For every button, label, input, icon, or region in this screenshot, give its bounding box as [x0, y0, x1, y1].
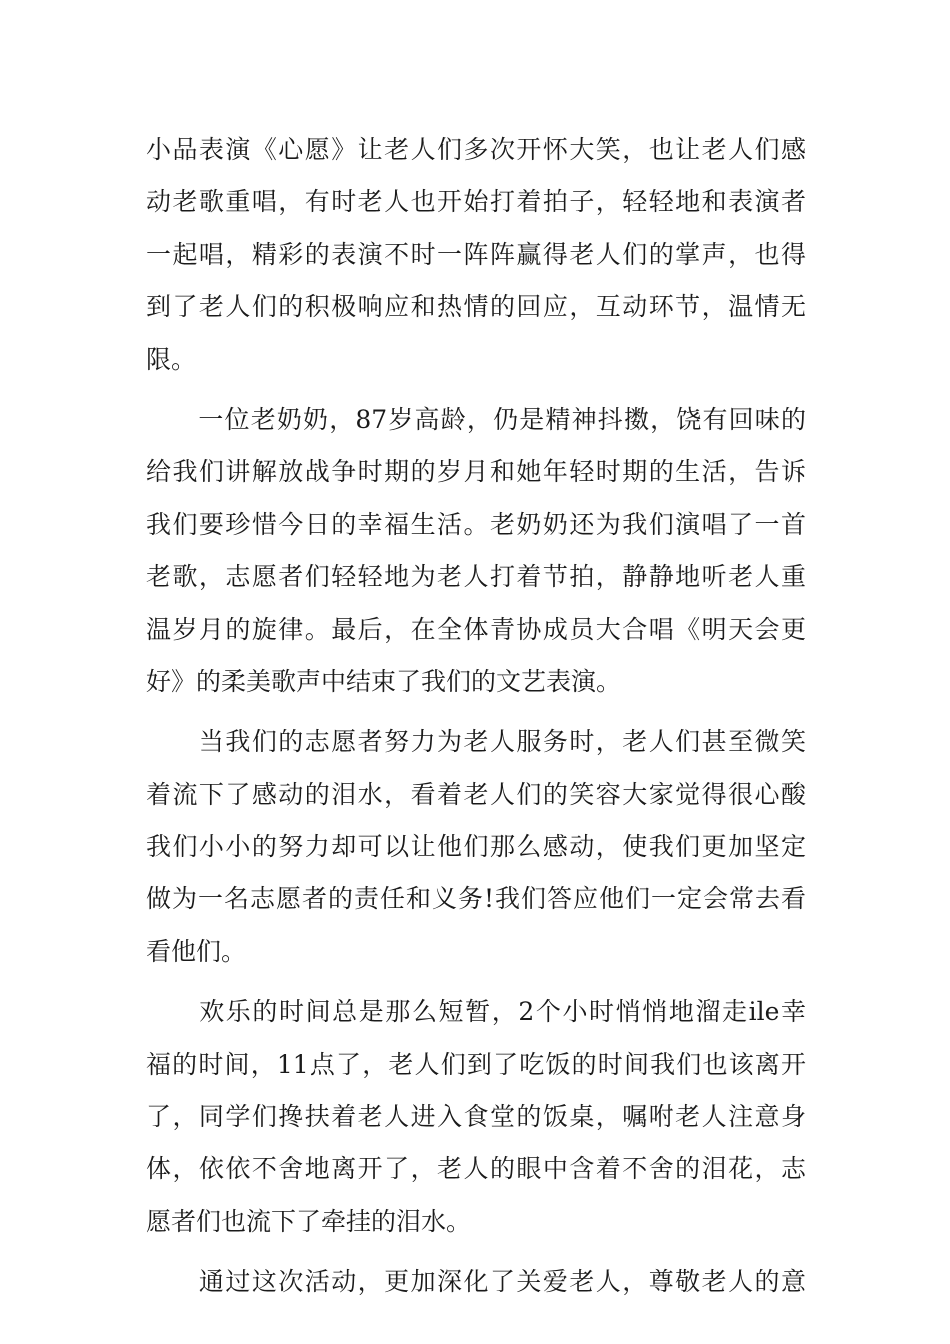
text-line: 体，依依不舍地离开了，老人的眼中含着不舍的泪花，志 — [146, 1154, 806, 1184]
paragraph — [146, 394, 806, 708]
text-line: 一位老奶奶，87岁高龄，仍是精神抖擞，饶有回味的 — [146, 404, 806, 434]
text-line: 我们要珍惜今日的幸福生活。老奶奶还为我们演唱了一首 — [146, 509, 806, 539]
text-line: 欢乐的时间总是那么短暂，2个小时悄悄地溜走ile幸 — [146, 997, 806, 1027]
paragraph — [146, 986, 806, 1248]
text-line: 小品表演《心愿》让老人们多次开怀大笑，也让老人们感 — [146, 135, 806, 164]
text-line: 当我们的志愿者努力为老人服务时，老人们甚至微笑 — [146, 727, 806, 757]
text-line: 动老歌重唱，有时老人也开始打着拍子，轻轻地和表演者 — [146, 187, 806, 217]
text-line: 到了老人们的积极响应和热情的回应，互动环节，温情无 — [146, 292, 806, 322]
text-line: 我们小小的努力却可以让他们那么感动，使我们更加坚定 — [146, 832, 806, 862]
paragraph — [146, 1256, 806, 1308]
text-line: 了，同学们搀扶着老人进入食堂的饭桌，嘱咐老人注意身 — [146, 1102, 806, 1132]
text-line: 好》的柔美歌声中结束了我们的文艺表演。 — [146, 666, 622, 696]
text-line: 福的时间，11点了，老人们到了吃饭的时间我们也该离开 — [146, 1049, 806, 1079]
text-line: 一起唱，精彩的表演不时一阵阵赢得老人们的掌声，也得 — [146, 239, 806, 269]
text-line: 通过这次活动，更加深化了关爱老人，尊敬老人的意 — [146, 1267, 806, 1297]
text-line: 看他们。 — [146, 936, 247, 966]
text-line: 着流下了感动的泪水，看着老人们的笑容大家觉得很心酸 — [146, 779, 806, 809]
text-line: 愿者们也流下了牵挂的泪水。 — [146, 1206, 472, 1236]
paragraph — [146, 716, 806, 978]
text-line: 给我们讲解放战争时期的岁月和她年轻时期的生活，告诉 — [146, 457, 806, 487]
text-line: 限。 — [146, 344, 197, 374]
paragraph — [146, 124, 806, 386]
body-text — [146, 124, 806, 1317]
text-line: 做为一名志愿者的责任和义务!我们答应他们一定会常去看 — [146, 884, 806, 914]
text-line: 老歌，志愿者们轻轻地为老人打着节拍，静静地听老人重 — [146, 562, 806, 592]
text-line: 温岁月的旋律。最后，在全体青协成员大合唱《明天会更 — [146, 614, 806, 644]
